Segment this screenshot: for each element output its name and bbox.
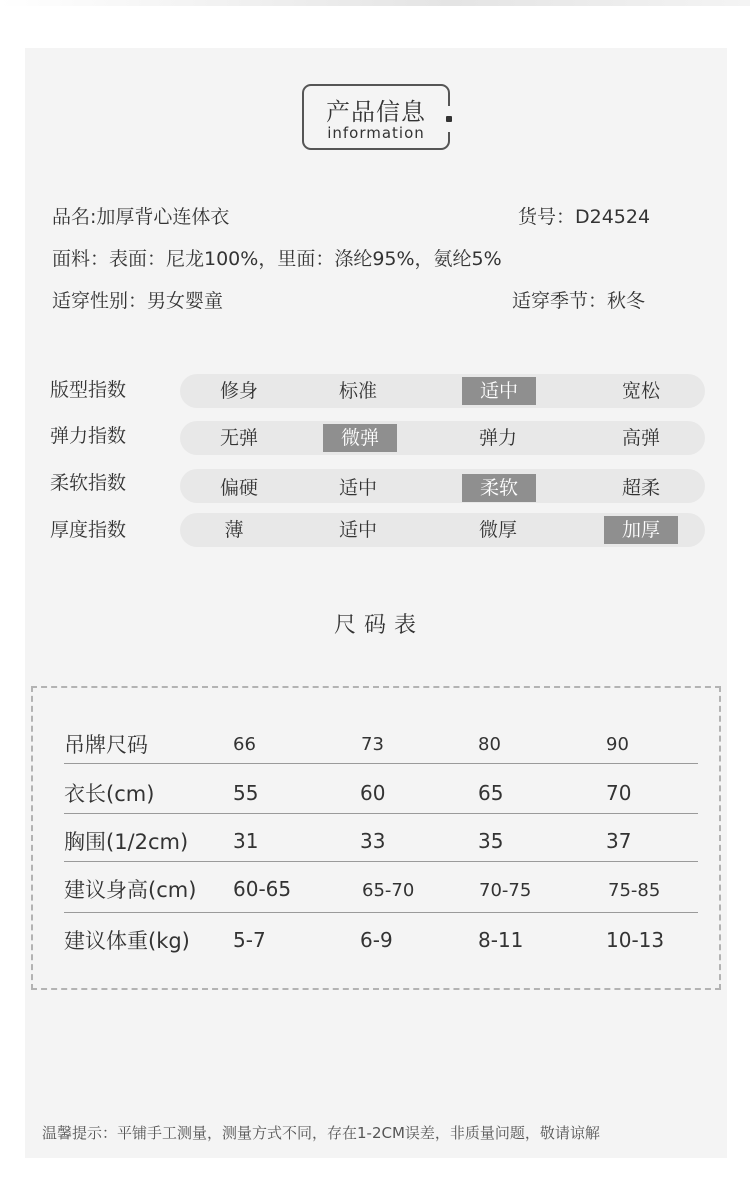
season-info: 适穿季节：秋冬 [512,290,646,312]
gender-info: 适穿性别：男女婴童 [52,290,224,312]
size-cell: 10-13 [606,928,665,952]
index-label: 弹力指数 [50,425,127,447]
index-label: 版型指数 [50,379,127,401]
size-cell: 33 [360,829,386,853]
size-cell: 66 [233,734,256,755]
index-option: 宽松 [621,380,660,402]
index-option: 无弹 [219,427,258,449]
size-cell: 65 [478,781,504,805]
size-cell: 8-11 [478,928,524,952]
table-rule [64,912,698,913]
size-cell: 35 [478,829,504,853]
fabric-info: 面料：表面：尼龙100%，里面：涤纶95%，氨纶5% [52,248,502,270]
index-option: 标准 [338,380,377,402]
measurement-note: 温馨提示：平铺手工测量，测量方式不同，存在1-2CM误差，非质量问题，敬请谅解 [42,1124,600,1142]
index-option: 高弹 [621,427,660,449]
info-header-badge [302,84,450,150]
top-decor-line [0,0,750,6]
size-row-label: 吊牌尺码 [64,733,148,757]
header-title-en: information [327,124,425,142]
size-cell: 31 [233,829,259,853]
size-cell: 60 [360,781,386,805]
size-cell: 60-65 [233,877,292,901]
index-option: 微厚 [478,519,517,541]
size-cell: 6-9 [360,928,393,952]
size-cell: 70 [606,781,632,805]
index-option: 偏硬 [219,477,258,499]
size-row-label: 建议体重(kg) [64,929,190,953]
size-cell: 55 [233,781,259,805]
size-cell: 70-75 [479,880,532,901]
size-cell: 37 [606,829,632,853]
header-title-cn: 产品信息 [326,98,426,126]
table-rule [64,861,698,862]
size-row-label: 衣长(cm) [64,782,155,806]
item-number: 货号：D24524 [518,206,651,228]
size-cell: 73 [361,734,384,755]
index-option: 修身 [219,380,258,402]
index-option: 微弹 [323,424,397,452]
table-rule [64,813,698,814]
index-option: 适中 [338,477,377,499]
size-cell: 80 [478,734,501,755]
product-name: 品名:加厚背心连体衣 [52,206,230,228]
size-cell: 90 [606,734,629,755]
index-option: 柔软 [462,474,536,502]
index-option: 弹力 [478,427,517,449]
size-table-title: 尺码表 [333,613,424,638]
index-label: 厚度指数 [50,519,127,541]
index-option: 超柔 [621,477,660,499]
size-cell: 5-7 [233,928,266,952]
size-row-label: 胸围(1/2cm) [64,830,189,854]
size-cell: 65-70 [362,880,415,901]
index-option: 加厚 [604,516,678,544]
table-rule [64,763,698,764]
index-option: 适中 [462,377,536,405]
index-option: 薄 [224,519,244,541]
index-option: 适中 [338,519,377,541]
size-cell: 75-85 [608,880,661,901]
size-row-label: 建议身高(cm) [64,878,197,902]
index-label: 柔软指数 [50,472,127,494]
